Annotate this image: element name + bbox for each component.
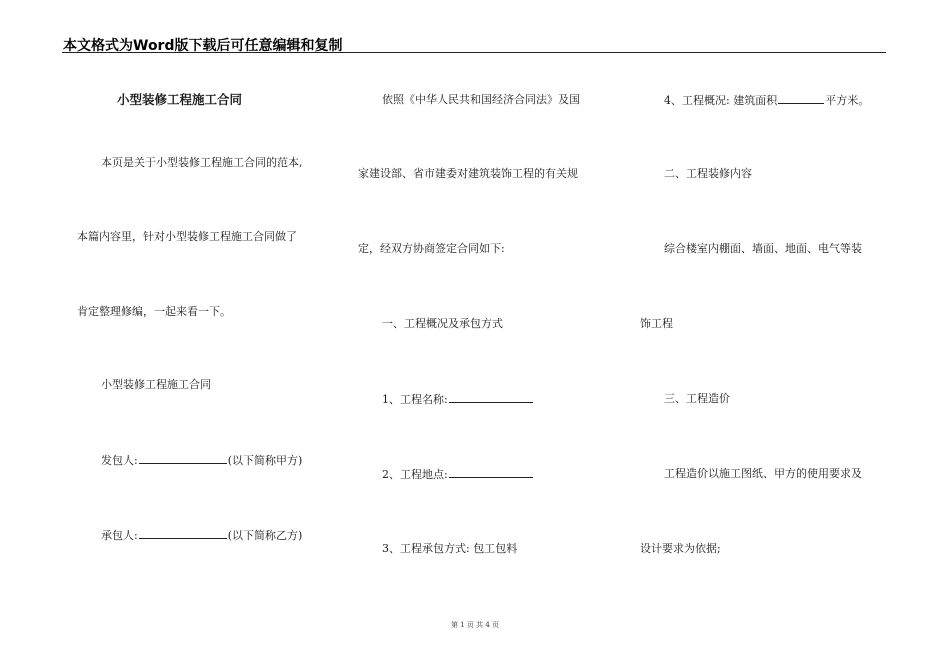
page-indicator: 第 1 页 共 4 页 bbox=[450, 621, 500, 629]
basis-line-1: 依照《中华人民共和国经济合同法》及国 bbox=[382, 93, 580, 106]
section-3-heading: 三、工程造价 bbox=[664, 392, 730, 405]
price-line-2: 设计要求为依据; bbox=[640, 542, 721, 555]
party-b-blank[interactable] bbox=[139, 528, 227, 539]
party-a-label: 发包人: bbox=[101, 454, 138, 467]
section-1-heading: 一、工程概况及承包方式 bbox=[382, 317, 503, 330]
project-area-label: 4、工程概况: 建筑面积 bbox=[664, 94, 778, 107]
basis-line-3: 定，经双方协商签定合同如下: bbox=[358, 242, 505, 255]
party-a-blank[interactable] bbox=[139, 453, 227, 464]
content-line-2: 饰工程 bbox=[640, 317, 673, 330]
intro-line-3: 肯定整理修编，一起来看一下。 bbox=[77, 305, 231, 318]
price-line-1: 工程造价以施工图纸、甲方的使用要求及 bbox=[664, 467, 862, 480]
project-area-unit: 平方米。 bbox=[825, 94, 870, 107]
project-name-line bbox=[382, 392, 534, 407]
basis-line-2: 家建设部、省市建委对建筑装饰工程的有关规 bbox=[358, 167, 578, 180]
section-2-heading: 二、工程装修内容 bbox=[664, 167, 752, 180]
party-b-line bbox=[101, 528, 302, 543]
download-banner: 本文格式为Word版下载后可任意编辑和复制 bbox=[63, 38, 343, 54]
project-location-line bbox=[382, 467, 534, 482]
project-name-blank[interactable] bbox=[449, 392, 533, 403]
party-b-suffix: (以下简称乙方) bbox=[227, 529, 303, 542]
contract-title: 小型装修工程施工合同 bbox=[101, 378, 211, 391]
party-a-suffix: (以下简称甲方) bbox=[227, 454, 303, 467]
project-location-label: 2、工程地点: bbox=[382, 468, 448, 481]
contract-method-line: 3、工程承包方式: 包工包料 bbox=[382, 542, 518, 555]
content-line-1: 综合楼室内棚面、墙面、地面、电气等装 bbox=[664, 242, 862, 255]
project-location-blank[interactable] bbox=[449, 467, 533, 478]
project-area-line bbox=[664, 93, 869, 108]
intro-line-2: 本篇内容里，针对小型装修工程施工合同做了 bbox=[77, 230, 297, 243]
document-title: 小型装修工程施工合同 bbox=[117, 92, 243, 107]
party-b-label: 承包人: bbox=[101, 529, 138, 542]
header-rule bbox=[62, 52, 886, 53]
intro-line-1: 本页是关于小型装修工程施工合同的范本, bbox=[101, 156, 303, 169]
project-name-label: 1、工程名称: bbox=[382, 393, 448, 406]
project-area-blank[interactable] bbox=[778, 93, 824, 104]
party-a-line bbox=[101, 453, 302, 468]
